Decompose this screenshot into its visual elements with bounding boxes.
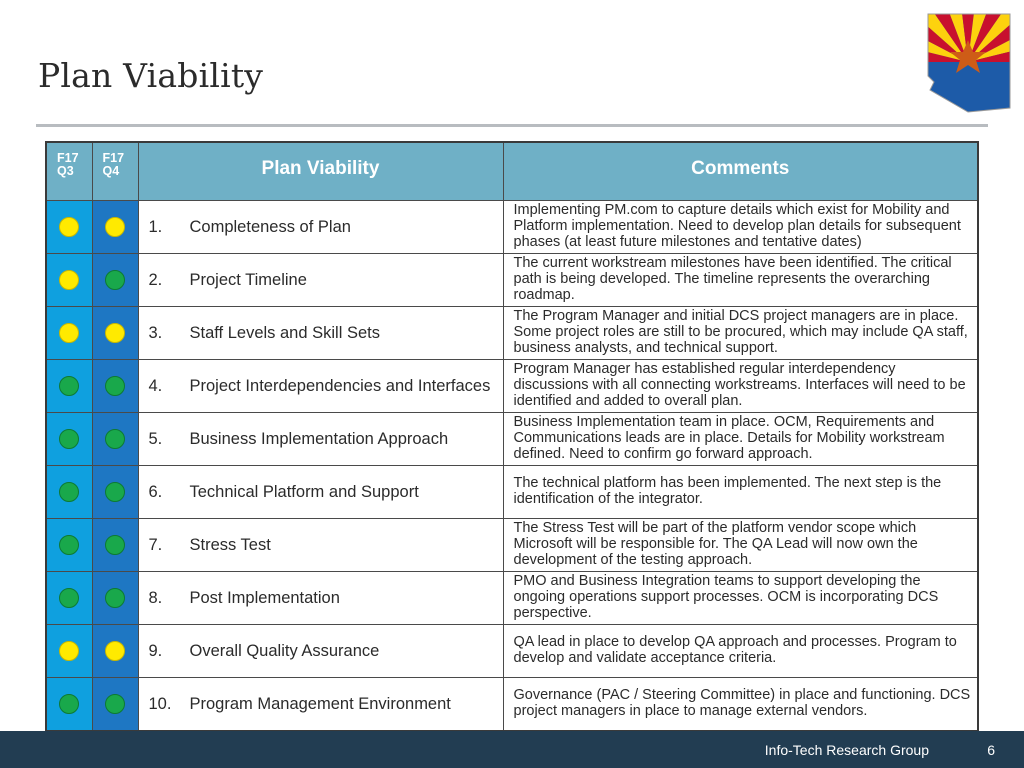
- q3-green-status-dot: [59, 482, 79, 502]
- viability-item: [138, 572, 503, 625]
- table-header-row: [46, 142, 978, 201]
- q3-status-cell: [46, 413, 92, 466]
- table-row: [46, 307, 978, 360]
- q4-status-cell: [92, 201, 138, 254]
- q4-green-status-dot: [105, 429, 125, 449]
- item-label: Completeness of Plan: [189, 217, 351, 236]
- header-comments: Comments: [503, 142, 978, 201]
- item-label: Staff Levels and Skill Sets: [189, 323, 380, 342]
- item-comment: QA lead in place to develop QA approach and processes. Program to develop and validate acceptance criteria.: [503, 625, 978, 678]
- item-comment: The Stress Test will be part of the platform vendor scope which Microsoft will be responsible for. The QA Lead will now own the development of the testing approach.: [503, 519, 978, 572]
- table-row: [46, 360, 978, 413]
- page-number: 6: [987, 742, 995, 758]
- table-row: [46, 254, 978, 307]
- q3-status-cell: [46, 466, 92, 519]
- q4-green-status-dot: [105, 588, 125, 608]
- q3-status-cell: [46, 572, 92, 625]
- item-comment: The technical platform has been implemented. The next step is the identification of the integrator.: [503, 466, 978, 519]
- item-label: Program Management Environment: [189, 694, 451, 713]
- table-row: [46, 625, 978, 678]
- table-row: [46, 201, 978, 254]
- title-divider: [36, 124, 988, 127]
- footer-bar: [0, 731, 1024, 768]
- table-row: [46, 678, 978, 732]
- item-label: Overall Quality Assurance: [189, 641, 380, 660]
- q4-yellow-status-dot: [105, 641, 125, 661]
- item-comment: Governance (PAC / Steering Committee) in place and functioning. DCS project managers in place to manage external vendors.: [503, 678, 978, 732]
- item-comment: The Program Manager and initial DCS project managers are in place. Some project roles are still to be procured, which may include QA staff, business analysts, and technical support.: [503, 307, 978, 360]
- q3-yellow-status-dot: [59, 641, 79, 661]
- q3-green-status-dot: [59, 429, 79, 449]
- q4-status-cell: [92, 678, 138, 732]
- table-row: [46, 466, 978, 519]
- q3-status-cell: [46, 519, 92, 572]
- item-number: 4.: [148, 376, 163, 395]
- item-label: Stress Test: [189, 535, 271, 554]
- q3-yellow-status-dot: [59, 270, 79, 290]
- table-row: [46, 413, 978, 466]
- q4-green-status-dot: [105, 376, 125, 396]
- item-number: 8.: [148, 588, 163, 607]
- q3-green-status-dot: [59, 535, 79, 555]
- slide-title: Plan Viability: [38, 56, 264, 95]
- viability-item: [138, 519, 503, 572]
- item-comment: Business Implementation team in place. OCM, Requirements and Communications leads are in place. Details for Mobility workstream defined. Need to confirm go forward approach.: [503, 413, 978, 466]
- q3-green-status-dot: [59, 694, 79, 714]
- viability-item: [138, 254, 503, 307]
- q4-status-cell: [92, 307, 138, 360]
- item-label: Post Implementation: [189, 588, 340, 607]
- item-number: 3.: [148, 323, 163, 342]
- q3-yellow-status-dot: [59, 217, 79, 237]
- footer-organization: Info-Tech Research Group: [764, 742, 929, 758]
- q3-status-cell: [46, 254, 92, 307]
- viability-item: [138, 201, 503, 254]
- item-comment: The current workstream milestones have been identified. The critical path is being developed. The timeline represents the overarching roadmap.: [503, 254, 978, 307]
- item-comment: Program Manager has established regular interdependency discussions with all connecting workstreams. Interfaces will need to be identified and added to overall plan.: [503, 360, 978, 413]
- item-label: Project Timeline: [189, 270, 307, 289]
- item-number: 6.: [148, 482, 163, 501]
- item-number: 5.: [148, 429, 163, 448]
- q3-yellow-status-dot: [59, 323, 79, 343]
- q3-green-status-dot: [59, 588, 79, 608]
- item-number: 2.: [148, 270, 163, 289]
- item-label: Business Implementation Approach: [189, 429, 449, 448]
- q3-status-cell: [46, 307, 92, 360]
- q4-status-cell: [92, 466, 138, 519]
- header-f17-q4: F17 Q4: [92, 142, 138, 201]
- q4-green-status-dot: [105, 482, 125, 502]
- item-number: 9.: [148, 641, 163, 660]
- item-number: 1.: [148, 217, 163, 236]
- arizona-state-flag-logo-icon: [924, 12, 1012, 114]
- q3-green-status-dot: [59, 376, 79, 396]
- q4-status-cell: [92, 625, 138, 678]
- q3-status-cell: [46, 201, 92, 254]
- item-number: 7.: [148, 535, 163, 554]
- header-f17-q3: F17 Q3: [46, 142, 92, 201]
- q4-yellow-status-dot: [105, 323, 125, 343]
- q4-status-cell: [92, 413, 138, 466]
- table-row: [46, 519, 978, 572]
- header-plan-viability: Plan Viability: [138, 142, 503, 201]
- item-label: Technical Platform and Support: [189, 482, 419, 501]
- plan-viability-table: [45, 141, 979, 732]
- table-row: [46, 572, 978, 625]
- q3-status-cell: [46, 678, 92, 732]
- q4-yellow-status-dot: [105, 217, 125, 237]
- q4-status-cell: [92, 254, 138, 307]
- item-label: Project Interdependencies and Interfaces: [189, 376, 491, 395]
- q4-status-cell: [92, 519, 138, 572]
- q4-green-status-dot: [105, 694, 125, 714]
- q4-green-status-dot: [105, 535, 125, 555]
- viability-item: [138, 413, 503, 466]
- viability-item: [138, 678, 503, 732]
- viability-item: [138, 625, 503, 678]
- q4-green-status-dot: [105, 270, 125, 290]
- item-number: 10.: [148, 694, 172, 713]
- q3-status-cell: [46, 625, 92, 678]
- item-comment: PMO and Business Integration teams to support developing the ongoing operations support processes. OCM is incorporating DCS perspective.: [503, 572, 978, 625]
- q3-status-cell: [46, 360, 92, 413]
- item-comment: Implementing PM.com to capture details which exist for Mobility and Platform implementation. Need to develop plan details for subsequent phases (at least future milestones and tentative dates): [503, 201, 978, 254]
- q4-status-cell: [92, 572, 138, 625]
- viability-item: [138, 307, 503, 360]
- viability-item: [138, 360, 503, 413]
- q4-status-cell: [92, 360, 138, 413]
- viability-item: [138, 466, 503, 519]
